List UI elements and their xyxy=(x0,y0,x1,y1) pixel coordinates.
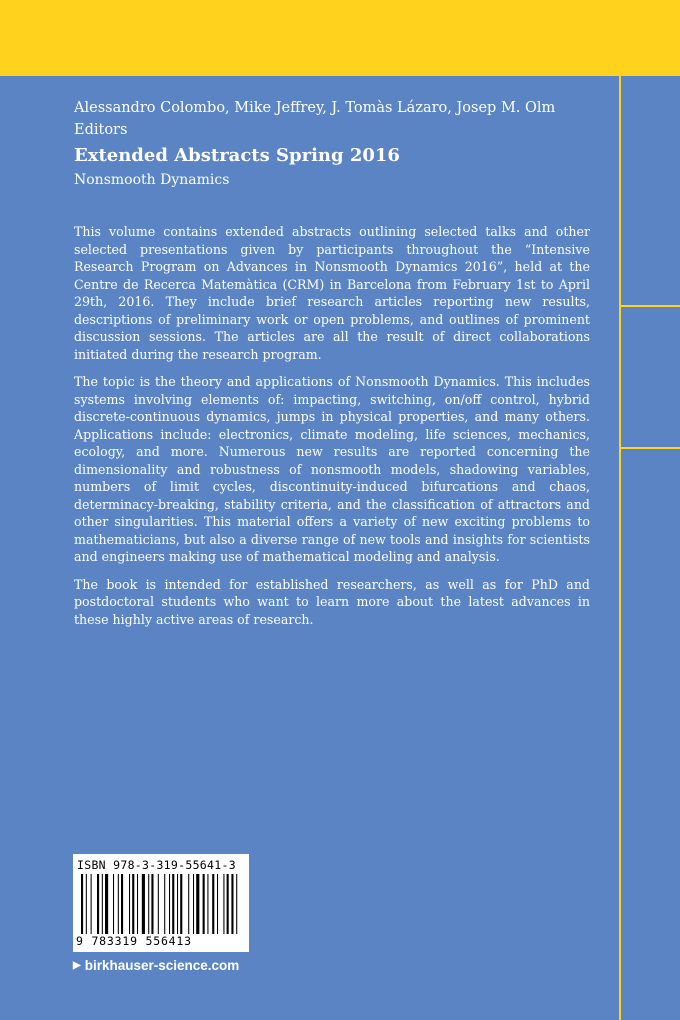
barcode-bar xyxy=(231,874,233,934)
barcode-bar xyxy=(97,874,99,934)
website-label: birkhauser-science.com xyxy=(84,958,240,973)
editors-role: Editors xyxy=(74,122,128,138)
barcode-bar xyxy=(236,874,237,934)
barcode-bar xyxy=(91,874,92,934)
book-subtitle: Nonsmooth Dynamics xyxy=(74,172,230,188)
barcode-bars xyxy=(79,874,243,934)
barcode-bar xyxy=(164,874,165,934)
barcode-digits: 9 783319 556413 xyxy=(76,934,192,948)
isbn-label: ISBN 978-3-319-55641-3 xyxy=(77,858,236,872)
isbn-barcode xyxy=(73,854,249,952)
blurb-paragraph-3: The book is intended for established researchers, as well as for PhD and postdoctoral students who want to learn more about the latest advances in these highly active areas of research. xyxy=(74,576,590,627)
arrow-right-icon: ▶ xyxy=(73,960,81,971)
barcode-bar xyxy=(142,874,145,934)
horizontal-accent-rule-lower xyxy=(621,447,680,449)
barcode-bar xyxy=(137,874,138,934)
book-title: Extended Abstracts Spring 2016 xyxy=(74,145,400,166)
barcode-bar xyxy=(121,874,123,934)
barcode-bar xyxy=(132,874,134,934)
barcode-bar xyxy=(207,874,208,934)
barcode-bar xyxy=(188,874,189,934)
blurb-paragraph-2: The topic is the theory and applications of Nonsmooth Dynamics. This includes systems involving elements of: impacting, switching, on/off control, hybrid discrete-continuous dynamics, jumps in physical properties, and many others. Applications include: electronics, climate modeling, life sciences, mechanics, ecology, and more. Numerous new results are reported concerning the dimensionality and robustness of nonsmooth models, shadowing variables, numbers of limit cycles, discontinuity-induced bifurcations and chaos, determinacy-breaking, stability criteria, and the classification of attractors and other singularities. This material offers a variety of new exciting problems to mathematicians, but also a diverse range of new tools and insights for scientists and engineers making use of mathematical modeling and analysis. xyxy=(74,374,590,564)
barcode-bar xyxy=(196,874,199,934)
top-accent-band xyxy=(0,0,680,76)
barcode-bar xyxy=(177,874,178,934)
barcode-bar xyxy=(203,874,205,934)
barcode-bar xyxy=(223,874,224,934)
barcode-bar xyxy=(217,874,218,934)
barcode-bar xyxy=(86,874,87,934)
barcode-bar xyxy=(212,874,214,934)
barcode-bar xyxy=(113,874,114,934)
barcode-bar xyxy=(172,874,174,934)
barcode-bar xyxy=(151,874,153,934)
barcode-bar xyxy=(148,874,149,934)
barcode-bar xyxy=(129,874,130,934)
barcode-bar xyxy=(158,874,159,934)
barcode-bar xyxy=(102,874,103,934)
publisher-website[interactable] xyxy=(73,958,239,973)
barcode-bar xyxy=(118,874,119,934)
blurb xyxy=(74,223,590,638)
vertical-accent-rule xyxy=(619,76,621,1020)
barcode-bar xyxy=(81,874,83,934)
barcode-bar xyxy=(227,874,229,934)
barcode-bar xyxy=(193,874,194,934)
editors-names: Alessandro Colombo, Mike Jeffrey, J. Tomàs Lázaro, Josep M. Olm xyxy=(74,100,556,116)
barcode-bar xyxy=(180,874,182,934)
barcode-bar xyxy=(169,874,170,934)
barcode-bar xyxy=(105,874,108,934)
horizontal-accent-rule-upper xyxy=(621,305,680,307)
blurb-paragraph-1: This volume contains extended abstracts outlining selected talks and other selected presentations given by participants throughout the “Intensive Research Program on Advances in Nonsmooth Dynamics 2016”, held at the Centre de Recerca Matemàtica (CRM) in Barcelona from February 1st to April 29th, 2016. They include brief research articles reporting new results, descriptions of preliminary work or open problems, and outlines of prominent discussion sessions. The articles are all the result of direct collaborations initiated during the research program. xyxy=(74,224,590,362)
